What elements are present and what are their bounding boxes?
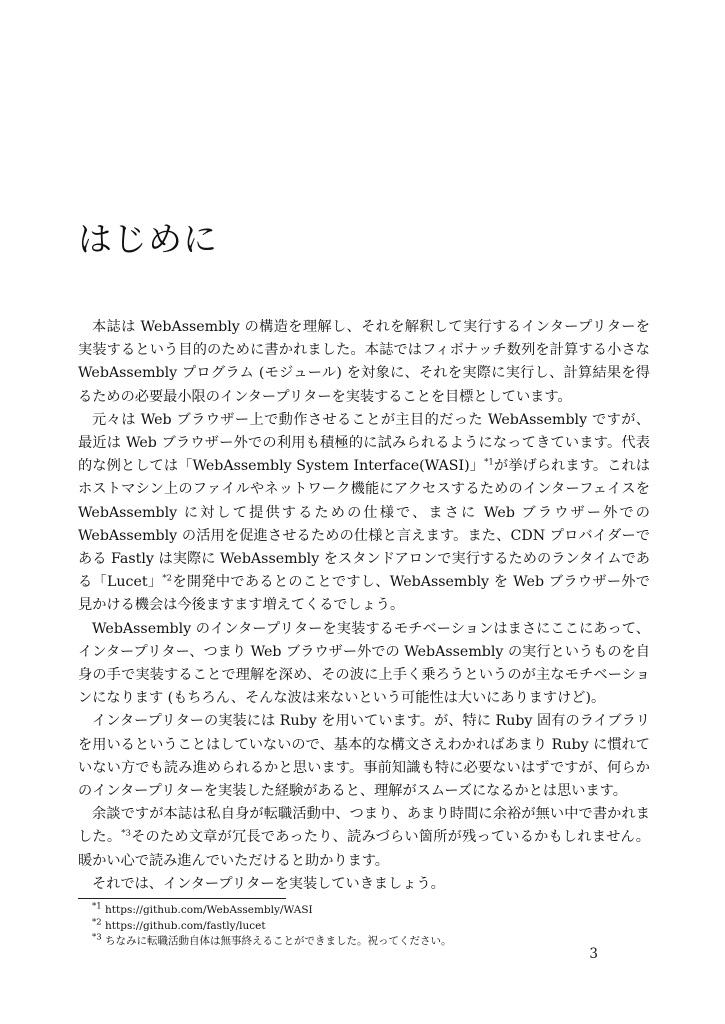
chapter-title: はじめに (78, 220, 218, 260)
footnote-1 (92, 903, 652, 919)
footnote-ref-2: *2 (162, 573, 173, 584)
footnote-mark: *2 (92, 917, 102, 927)
paragraph-closing (78, 873, 650, 896)
footnote-ref-1: *1 (484, 457, 494, 468)
paragraph-background (78, 409, 650, 618)
paragraph-text: 元々は Web ブラウザー上で動作させることが主目的だった WebAssembly ですが、最近は Web ブラウザー外での利用も積極的に試みられるようになってきています。代表的な例としては「WebAssembly System Interface(WASI)」 (78, 411, 650, 475)
paragraph-text: が挙げられます。これはホストマシン上のファイルやネットワーク機能にアクセスするためのインターフェイスを WebAssembly に対して提供するための仕様で、まさに Web ブラウザー外での WebAssembly の活用を促進させるための仕様と言えます。また、CDN プロバイダーである Fastly は実際に WebAssembly をスタンドアロンで実行するためのランタイムである「Lucet」 (78, 458, 651, 591)
footnote-text: https://github.com/fastly/lucet (105, 919, 266, 932)
paragraph-implementation (78, 710, 650, 803)
paragraph-text: インタープリターの実装には Ruby を用いています。が、特に Ruby 固有のライブラリを用いるということはしていないので、基本的な構文さえわかればあまり Ruby に慣れていない方でも読み進められるかと思います。事前知識も特に必要ないはずですが、何らかのインタープリターを実装した経験があると、理解がスムーズになるかとは思います。 (78, 713, 650, 800)
paragraph-text: を開発中であるとのことですし、WebAssembly を Web ブラウザー外で見かける機会は今後ますます増えてくるでしょう。 (78, 574, 650, 614)
footnote-divider (78, 898, 286, 899)
footnote-2 (92, 919, 652, 935)
paragraph-text: それでは、インタープリターを実装していきましょう。 (92, 875, 445, 892)
paragraph-intro (78, 316, 650, 409)
page-number: 3 (589, 946, 598, 962)
paragraph-motivation (78, 618, 650, 711)
footnote-mark: *3 (92, 932, 102, 943)
body-text (78, 316, 650, 896)
paragraph-aside (78, 803, 650, 873)
paragraph-text: 本誌は WebAssembly の構造を理解し、それを解釈して実行するインタープリターを実装するという目的のために書かれました。本誌ではフィボナッチ数列を計算する小さな WebAssembly プログラム (モジュール) を対象に、それを実際に実行し、計算結果を得るための必要最小限のインタープリターを実装することを目標としています。 (78, 319, 650, 405)
paragraph-text: そのため文章が冗長であったり、読みづらい箇所が残っているかもしれません。暖かい心で読み進んでいただけると助かります。 (78, 829, 650, 869)
paragraph-text: 余談ですが本誌は私自身が転職活動中、つまり、あまり時間に余裕が無い中で書かれました。 (78, 806, 650, 846)
footnotes (92, 903, 652, 950)
footnote-mark: *1 (92, 901, 102, 912)
paragraph-text: WebAssembly のインタープリターを実装するモチベーションはまさにここにあって、インタープリター、つまり Web ブラウザー外での WebAssembly の実行というものを自身の手で実装することで理解を深め、その波に上手く乗ろうというのが主なモチベーションになります (もちろん、そんな波は来ないという可能性は大いにありますけど)。 (78, 620, 650, 707)
footnote-text: https://github.com/WebAssembly/WASI (105, 904, 313, 916)
footnote-ref-3: *3 (121, 828, 131, 839)
footnote-text: ちなみに転職活動自体は無事終えることができました。祝ってください。 (105, 935, 452, 947)
